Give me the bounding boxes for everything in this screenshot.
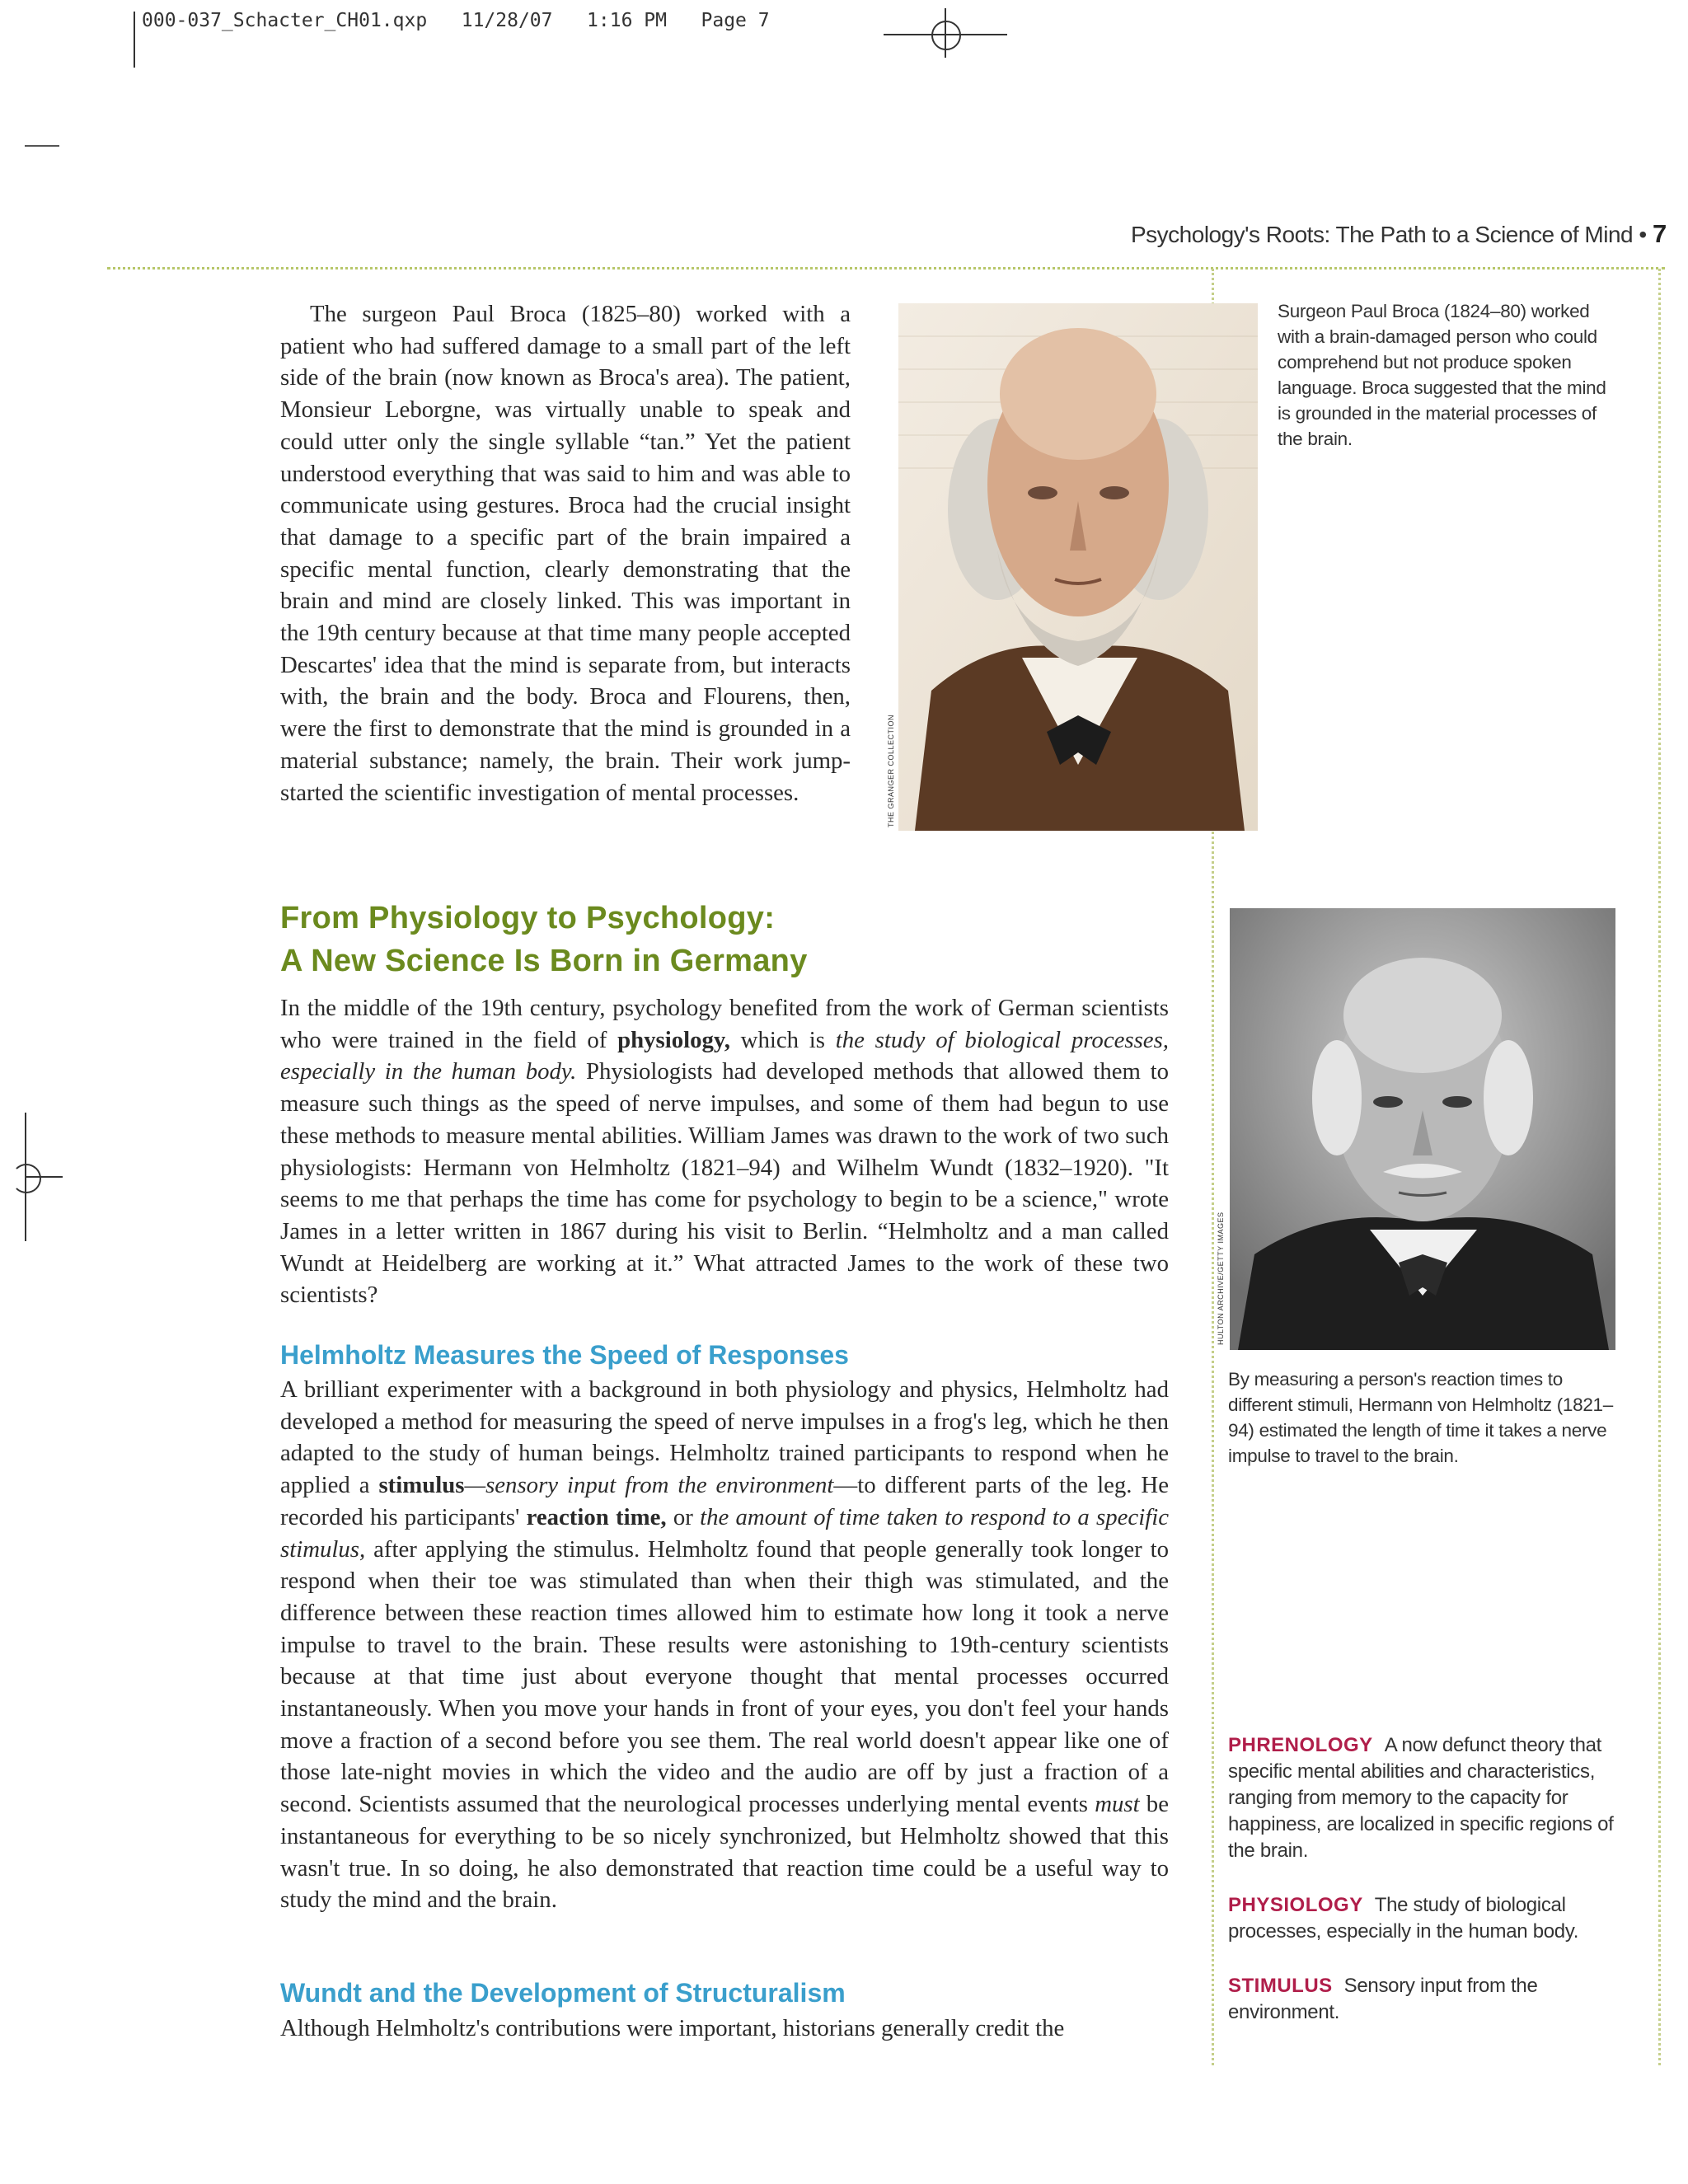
definition-physiology: the study of biological processes, especially in the human body. (280, 1026, 1169, 1085)
emphasis-must: must (1095, 1791, 1140, 1818)
broca-caption: Surgeon Paul Broca (1824–80) worked with a brain-damaged person who could comprehend but not produce spoken language. Broca suggested that the mind is grounded in the material processes of the brain. (1278, 301, 1606, 449)
helmholtz-text-2: —to different parts of the leg. He recorded his participants' (280, 1472, 1169, 1530)
section-text-2: which is (729, 1026, 836, 1053)
broca-portrait (898, 303, 1258, 831)
glossary-stimulus (1228, 1973, 1615, 2026)
wundt-heading: Wundt and the Development of Structuralism (280, 1978, 846, 2008)
running-head-title: Psychology's Roots: The Path to a Science of Mind (1131, 222, 1634, 247)
helmholtz-text-3: or (666, 1503, 701, 1530)
glossary-physiology (1228, 1892, 1615, 1945)
glossary-definition: Sensory input from the environment. (1228, 1975, 1538, 2023)
helmholtz-text-1: A brilliant experimenter with a background in both physiology and physics, Helmholtz had developed a method for measuring the speed of nerve impulses in a frog's leg, which he then adapted to the study of human beings. Helmholtz trained participants to respond when he applied a (280, 1376, 1169, 1499)
helmholtz-photo-credit: HULTON ARCHIVE/GETTY IMAGES (1217, 1212, 1225, 1345)
section-paragraph (280, 992, 1169, 1311)
term-stimulus: stimulus (378, 1472, 465, 1499)
section-heading (280, 897, 1187, 982)
print-slug: 000-037_Schacter_CH01.qxp 11/28/07 1:16 PM Page 7 (142, 10, 770, 31)
helmholtz-heading: Helmholtz Measures the Speed of Responses (280, 1340, 849, 1370)
intro-text: The surgeon Paul Broca (1825–80) worked with a patient who had suffered damage to a small part of the left side of the brain (now known as Broca's area). The patient, Monsieur Leborgne, was virtually unable to speak and could utter only the single syllable “tan.” Yet the patient understood everything that was said to him and was able to communicate using gestures. Broca had the crucial insight that damage to a specific part of the brain impaired a specific mental function, clearly demonstrating that the brain and mind are closely linked. This was important in the 19th century because at that time many people accepted Descartes' idea that the mind is separate from, but interacts with, the brain and the body. Broca and Flourens, then, were the first to demonstrate that the mind is grounded in a material substance; namely, the brain. Their work jump-started the scientific investigation of mental processes. (280, 301, 851, 806)
section-heading-line2: A New Science Is Born in Germany (280, 944, 808, 978)
slug-rule (134, 12, 135, 68)
helmholtz-paragraph (280, 1374, 1169, 1916)
glossary-term: PHYSIOLOGY (1228, 1894, 1363, 1916)
intro-paragraph (280, 298, 851, 808)
crop-mark (25, 145, 59, 147)
glossary-definition: A now defunct theory that specific mental abilities and characteristics, ranging from memory to the capacity for happiness, are localized in specific regions of the brain. (1228, 1734, 1614, 1862)
registration-mark-top (884, 8, 1007, 58)
section-text-1: In the middle of the 19th century, psychology benefited from the work of German scientists who were trained in the field of (280, 995, 1169, 1053)
helmholtz-text-5: be instantaneous for everything to be so nicely synchronized, but Helmholtz showed that this wasn't true. In so doing, he also demonstrated that reaction time could be a useful way to study the mind and the brain. (280, 1791, 1169, 1914)
term-physiology: physiology, (617, 1026, 730, 1053)
header-rule (107, 267, 1665, 269)
glossary-phrenology (1228, 1732, 1615, 1864)
glossary-term: PHRENOLOGY (1228, 1734, 1373, 1756)
wundt-paragraph (280, 2013, 1169, 2045)
definition-reaction-time: the amount of time taken to respond to a specific stimulus, (280, 1503, 1169, 1563)
section-text-3: Physiologists had developed methods that allowed them to measure such things as the speed of nerve impulses, and some of them had begun to use these methods to measure mental abilities. William James was drawn to the work of two such physiologists: Hermann von Helmholtz (1821–94) and Wilhelm Wundt (1832–1920). "It seems to me that perhaps the time has come for psychology to begin to be a science," wrote James in a letter written in 1867 during his visit to Berlin. “Helmholtz and a man called Wundt at Heidelberg are working at it.” What attracted James to the work of these two scientists? (280, 1058, 1169, 1309)
wundt-text: Although Helmholtz's contributions were important, historians generally credit the (280, 2015, 1065, 2041)
broca-photo-credit: THE GRANGER COLLECTION (887, 714, 895, 827)
running-head-separator: • (1633, 222, 1653, 247)
page-number: 7 (1652, 219, 1667, 248)
helmholtz-portrait (1230, 908, 1615, 1350)
helmholtz-caption: By measuring a person's reaction times to different stimuli, Hermann von Helmholtz (1821–94) estimated the length of time it takes a nerve impulse to travel to the brain. (1228, 1369, 1613, 1466)
helmholtz-text-4: after applying the stimulus. Helmholtz found that people generally took longer to respond when their toe was stimulated than when their thigh was stimulated, and the difference between these reaction times allowed him to estimate how long it took a nerve impulse to travel to the brain. These results were astonishing to 19th-century scientists because at that time just about everyone thought that mental processes occurred instantaneously. When you move your hands in front of your eyes, you don't feel your hands move a fraction of a second before you see them. The real world doesn't appear like one of those late-night movies in which the video and the audio are off by just a fraction of a second. Scientists assumed that the neurological processes underlying mental events (280, 1535, 1169, 1818)
glossary-term: STIMULUS (1228, 1975, 1333, 1997)
definition-stimulus: —sensory input from the environment (464, 1472, 834, 1499)
section-heading-line1: From Physiology to Psychology: (280, 901, 776, 935)
term-reaction-time: reaction time, (526, 1503, 667, 1530)
registration-mark-left (25, 1113, 63, 1241)
running-head (1131, 219, 1667, 249)
margin-rule-right (1658, 269, 1661, 2065)
glossary-definition: The study of biological processes, especially in the human body. (1228, 1894, 1579, 1943)
